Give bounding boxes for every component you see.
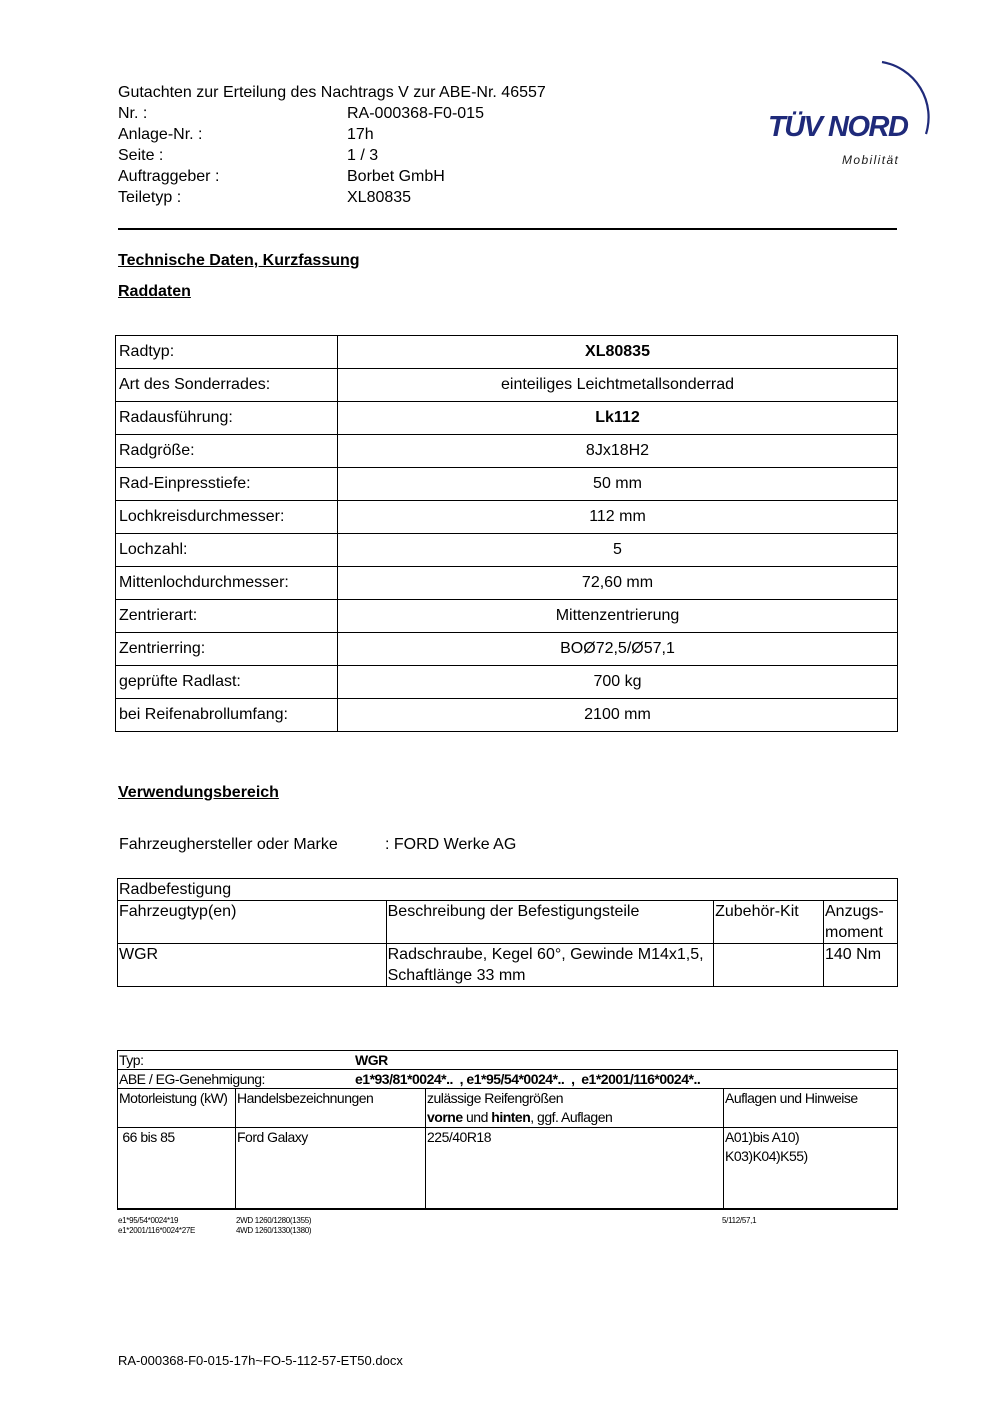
table-row: Radausführung: Lk112	[116, 402, 898, 435]
notes-col1: e1*95/54*0024*19 e1*2001/116*0024*27E	[118, 1216, 196, 1235]
table-row: WGR Radschraube, Kegel 60°, Gewinde M14x1,5, Schaftlänge 33 mm 140 Nm	[118, 944, 898, 987]
table-row: Rad-Einpresstiefe: 50 mm	[116, 468, 898, 501]
table-row: Lochzahl: 5	[116, 534, 898, 567]
table-row: Motorleistung (kW) Handelsbezeichnungen zulässige Reifengrößen vorne und hinten, ggf. Auflagen Auflagen und Hinweise	[118, 1089, 898, 1128]
table-row: 66 bis 85 Ford Galaxy 225/40R18 A01)bis A10) K03)K04)K55)	[118, 1128, 898, 1210]
table-row: ABE / EG-Genehmigung: e1*93/81*0024*.. , e1*95/54*0024*.. , e1*2001/116*0024*..	[118, 1070, 898, 1089]
header-row-anlage: Anlage-Nr. : 17h	[118, 126, 374, 143]
table-row: Mittenlochdurchmesser: 72,60 mm	[116, 567, 898, 600]
fahrzeughersteller-value: : FORD Werke AG	[385, 836, 517, 853]
header-row-auftraggeber: Auftraggeber : Borbet GmbH	[118, 168, 445, 185]
typ-table	[117, 1050, 898, 1210]
header-row-teiletyp: Teiletyp : XL80835	[118, 189, 412, 206]
document-title: Gutachten zur Erteilung des Nachtrags V zur ABE-Nr. 46557	[118, 84, 546, 101]
table-row: Lochkreisdurchmesser: 112 mm	[116, 501, 898, 534]
table-row: bei Reifenabrollumfang: 2100 mm	[116, 699, 898, 732]
table-row	[118, 879, 898, 901]
section-verwendungsbereich: Verwendungsbereich	[118, 784, 279, 801]
logo-brand-text: TÜV NORD	[768, 111, 908, 143]
footer-filename: RA-000368-F0-015-17h~FO-5-112-57-ET50.docx	[118, 1353, 403, 1368]
document-header	[118, 82, 546, 208]
notes-col2: 2WD 1260/1280(1355) 4WD 1260/1330(1380)	[236, 1216, 312, 1235]
table-row: Zentrierart: Mittenzentrierung	[116, 600, 898, 633]
fahrzeughersteller	[119, 836, 516, 854]
table-row: Typ: WGR	[118, 1051, 898, 1070]
radbefestigung-title: Radbefestigung	[118, 879, 898, 901]
radbefestigung-table	[117, 878, 898, 987]
raddaten-table	[115, 335, 898, 732]
table-row: Art des Sonderrades: einteiliges Leichtmetallsonderrad	[116, 369, 898, 402]
table-row: Radgröße: 8Jx18H2	[116, 435, 898, 468]
table-row: Radtyp: XL80835	[116, 336, 898, 369]
header-divider	[118, 228, 897, 230]
table-row: Fahrzeugtyp(en) Beschreibung der Befestigungsteile Zubehör-Kit Anzugs-moment	[118, 901, 898, 944]
header-row-seite: Seite : 1 / 3	[118, 147, 379, 164]
fahrzeughersteller-label: Fahrzeughersteller oder Marke	[119, 836, 338, 853]
table-row: geprüfte Radlast: 700 kg	[116, 666, 898, 699]
section-raddaten: Raddaten	[118, 283, 191, 300]
notes-col4: 5/112/57,1	[722, 1216, 757, 1225]
section-technische-daten: Technische Daten, Kurzfassung	[118, 252, 360, 269]
tuev-nord-logo	[760, 58, 940, 173]
logo-sub-text: Mobilität	[842, 153, 900, 167]
header-row-nr: Nr. : RA-000368-F0-015	[118, 105, 484, 122]
table-row: Zentrierring: BOØ72,5/Ø57,1	[116, 633, 898, 666]
